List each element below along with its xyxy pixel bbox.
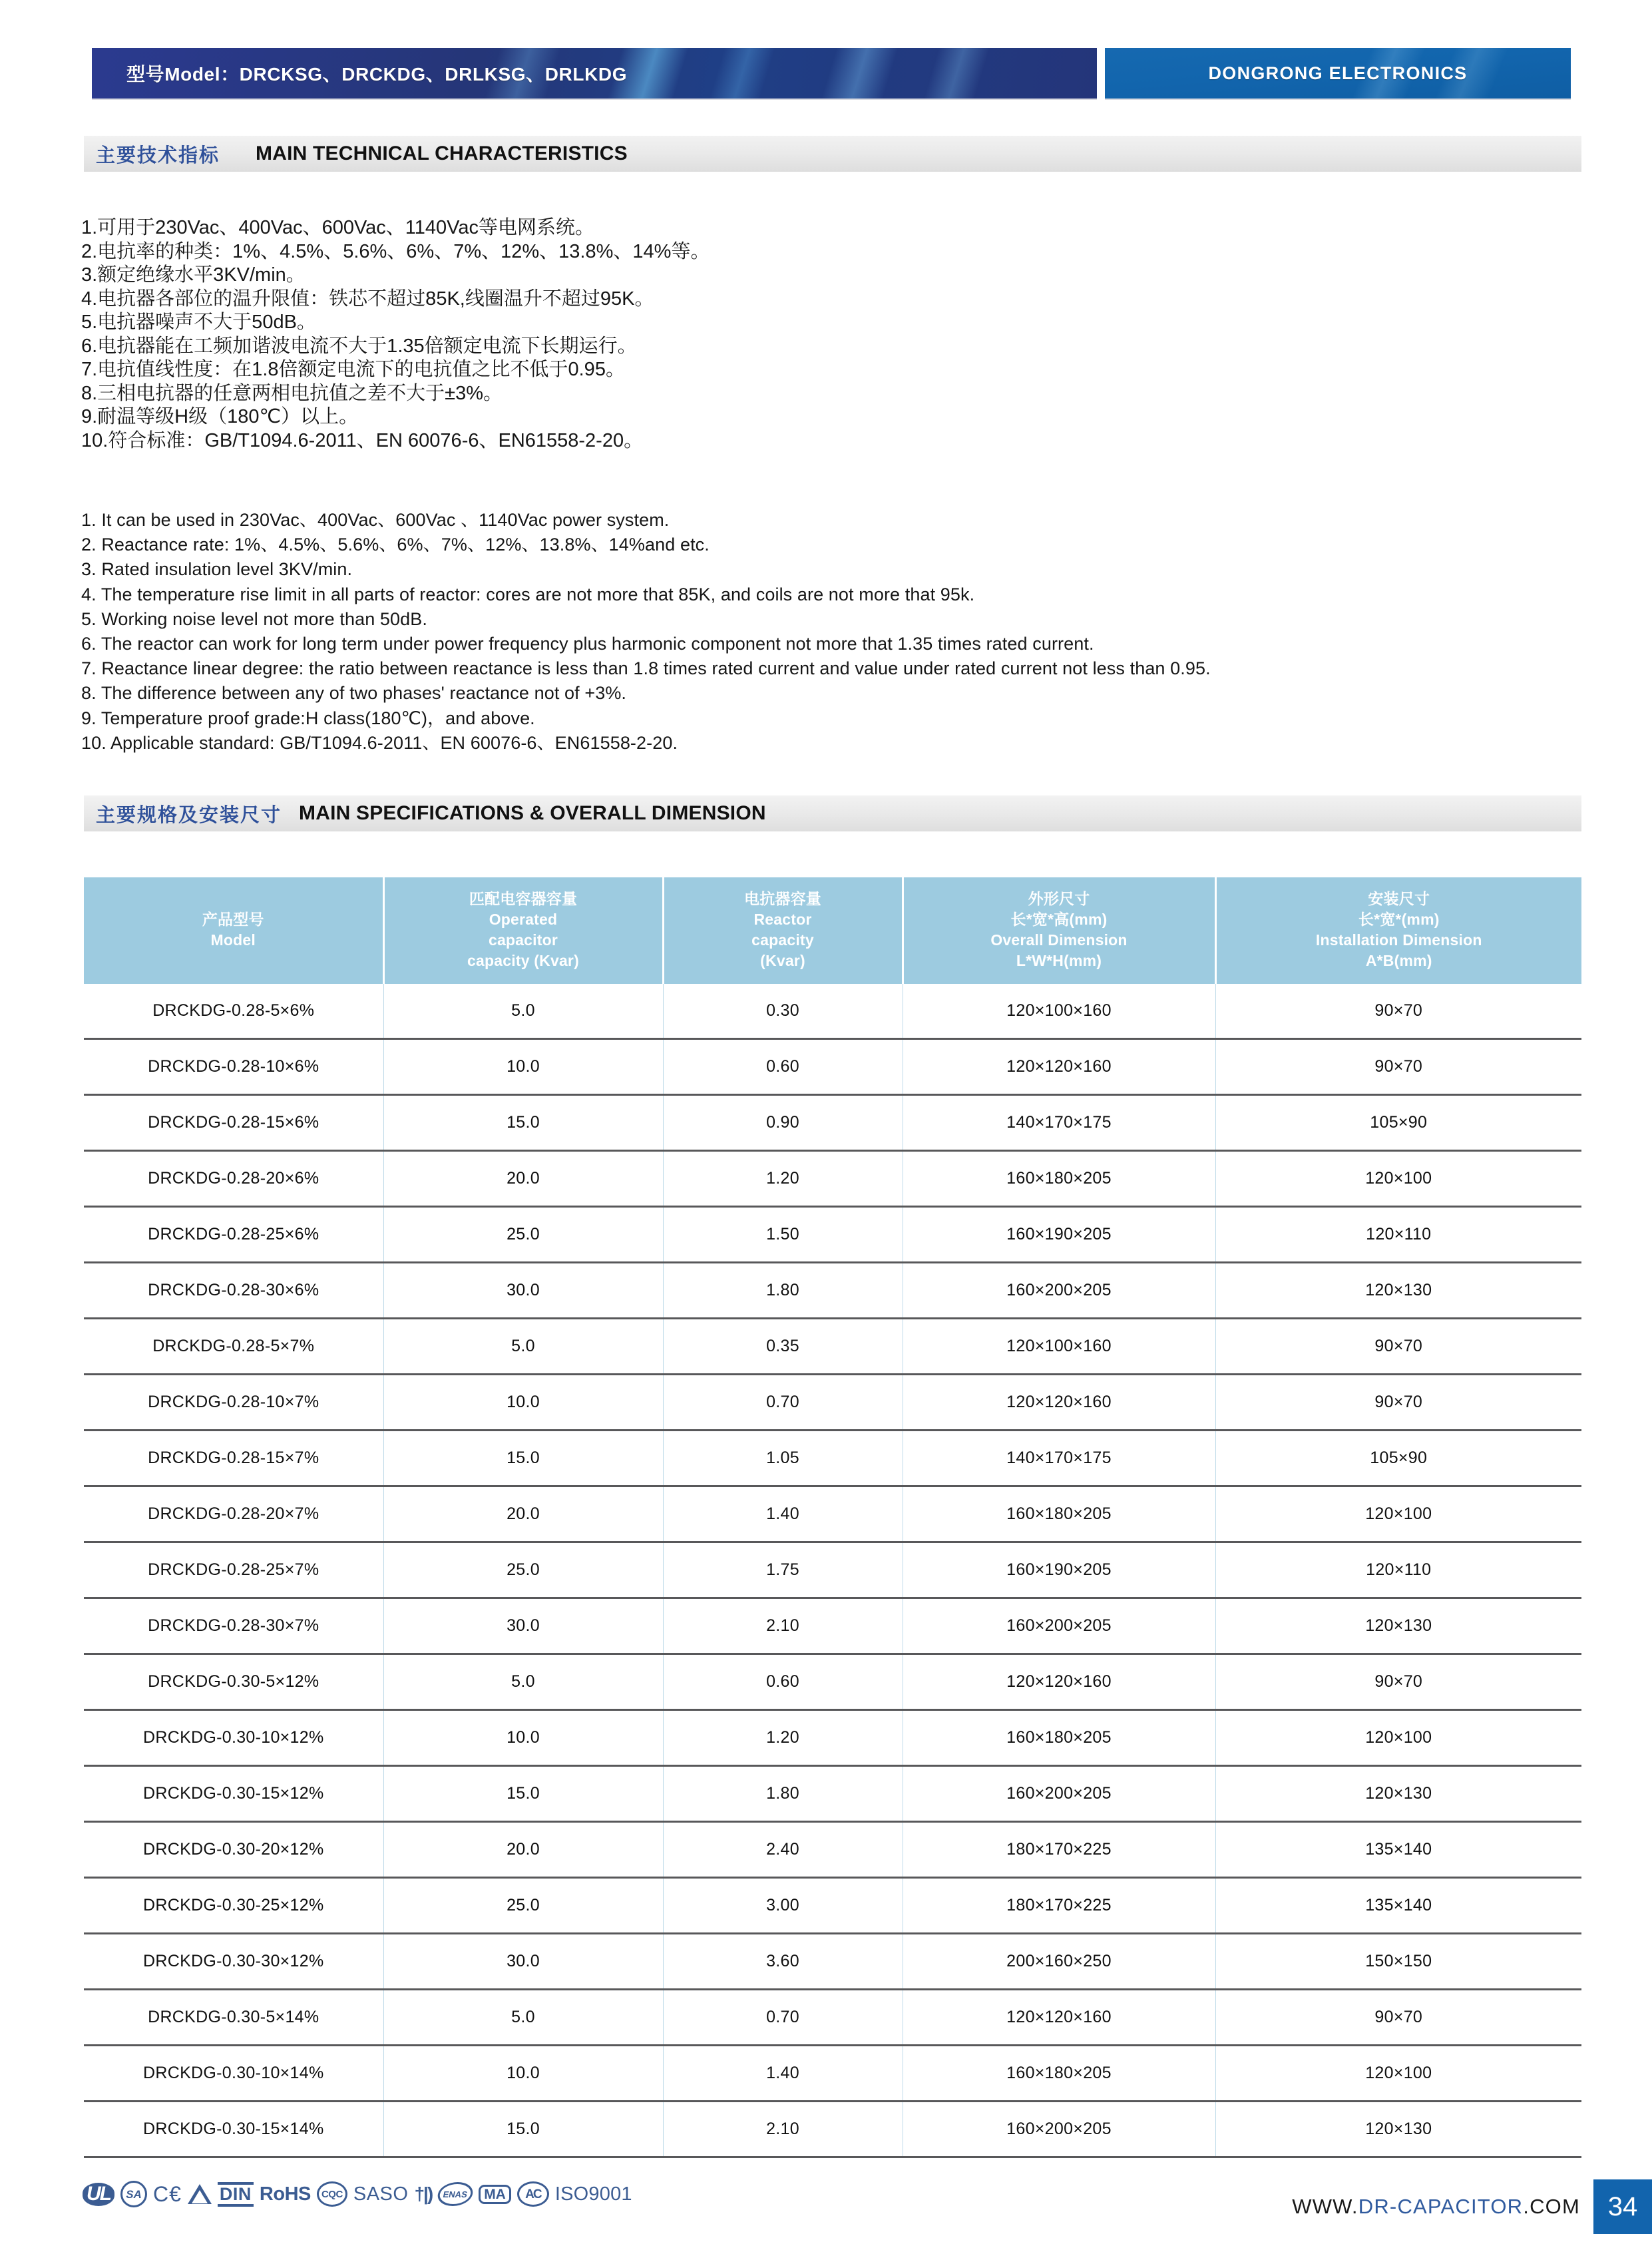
table-column-header-1-line-0: 匹配电容器容量 [469,890,578,907]
technical-characteristics-en [81,508,1612,756]
table-cell-col4: 120×110 [1215,1542,1581,1598]
table-row [84,1095,1581,1151]
page-header [0,48,1652,99]
table-cell-col3: 160×200×205 [903,1766,1215,1822]
cqc-logo-icon: CQC [317,2181,347,2207]
table-cell-col3: 160×200×205 [903,2102,1215,2157]
table-cell-col1: 15.0 [383,1431,663,1486]
spec-line-en-7: 7. Reactance linear degree: the ratio between reactance is less than 1.8 times rated current and value under rated current not less than 0.95. [81,658,1211,679]
table-column-header-3-line-1: 长*宽*高(mm) [1010,911,1108,928]
table-cell-col1: 15.0 [383,1766,663,1822]
spec-line-en-9: 9. Temperature proof grade:H class(180℃)，and above. [81,708,535,728]
table-cell-model: DRCKDG-0.30-10×14% [84,2046,383,2102]
table-cell-col1: 5.0 [383,984,663,1039]
table-cell-model: DRCKDG-0.30-10×12% [84,1710,383,1766]
table-row [84,1766,1581,1822]
spec-line-cn-8: 8.三相电抗器的任意两相电抗值之差不大于±3%。 [81,382,503,404]
table-cell-model: DRCKDG-0.28-30×6% [84,1263,383,1319]
model-banner [92,48,1097,99]
spec-line-en-10: 10. Applicable standard: GB/T1094.6-2011、EN 60076-6、EN61558-2-20. [81,732,678,753]
table-column-header-1-line-3: capacity (Kvar) [467,952,579,969]
table-row [84,1039,1581,1095]
spec-line-en-6: 6. The reactor can work for long term under power frequency plus harmonic component not more that 1.35 times rated current. [81,634,1094,654]
table-cell-col1: 30.0 [383,1263,663,1319]
table-cell-col3: 160×200×205 [903,1263,1215,1319]
table-cell-model: DRCKDG-0.28-5×6% [84,984,383,1039]
table-cell-col3: 160×180×205 [903,2046,1215,2102]
ma-logo-icon: MA [479,2185,511,2204]
spec-line-cn-6: 6.电抗器能在工频加谐波电流不大于1.35倍额定电流下长期运行。 [81,335,637,357]
table-row [84,1263,1581,1319]
table-header-row [84,877,1581,984]
table-cell-col3: 160×190×205 [903,1207,1215,1263]
table-cell-col4: 135×140 [1215,1878,1581,1934]
certification-logos [83,2181,632,2207]
table-cell-col3: 200×160×250 [903,1934,1215,1990]
csa-logo-icon: SA [120,2181,147,2207]
website-prefix: WWW. [1292,2195,1358,2218]
table-column-header-1 [383,877,663,984]
table-cell-col3: 160×180×205 [903,1486,1215,1542]
table-cell-col1: 10.0 [383,2046,663,2102]
table-column-header-4-line-2: Installation Dimension [1315,931,1482,949]
section-title-en-technical: MAIN TECHNICAL CHARACTERISTICS [256,142,628,164]
table-column-header-3-line-3: L*W*H(mm) [1016,952,1102,969]
table-cell-col3: 180×170×225 [903,1878,1215,1934]
table-cell-col4: 120×130 [1215,2102,1581,2157]
table-cell-model: DRCKDG-0.30-20×12% [84,1822,383,1878]
footer-right [1292,2179,1652,2234]
table-cell-col4: 105×90 [1215,1431,1581,1486]
table-row [84,1878,1581,1934]
header-left-spacer [0,48,92,99]
table-cell-col2: 3.60 [663,1934,903,1990]
triangle-mark-logo-icon [188,2184,212,2204]
table-cell-model: DRCKDG-0.28-20×7% [84,1486,383,1542]
table-row [84,1654,1581,1710]
table-cell-col4: 120×130 [1215,1263,1581,1319]
table-cell-col1: 20.0 [383,1486,663,1542]
table-row [84,1207,1581,1263]
table-row [84,1598,1581,1654]
table-cell-col3: 160×180×205 [903,1151,1215,1207]
table-row [84,2046,1581,2102]
table-cell-col2: 1.20 [663,1151,903,1207]
din-logo-icon: DIN [218,2182,254,2207]
spec-line-cn-7: 7.电抗值线性度：在1.8倍额定电流下的电抗值之比不低于0.95。 [81,359,625,380]
table-cell-col1: 20.0 [383,1151,663,1207]
table-cell-col3: 180×170×225 [903,1822,1215,1878]
table-cell-model: DRCKDG-0.30-25×12% [84,1878,383,1934]
table-cell-col1: 15.0 [383,2102,663,2157]
table-cell-model: DRCKDG-0.28-25×6% [84,1207,383,1263]
table-cell-col2: 3.00 [663,1878,903,1934]
brand-banner-text: DONGRONG ELECTRONICS [1208,63,1468,83]
table-cell-col4: 120×100 [1215,2046,1581,2102]
kc-mark-logo-icon: †|) [414,2183,433,2204]
table-cell-col2: 1.80 [663,1263,903,1319]
table-cell-col3: 120×100×160 [903,1319,1215,1375]
table-cell-col3: 160×190×205 [903,1542,1215,1598]
table-cell-model: DRCKDG-0.30-15×12% [84,1766,383,1822]
table-cell-col4: 120×100 [1215,1710,1581,1766]
table-row [84,1486,1581,1542]
table-cell-col4: 120×110 [1215,1207,1581,1263]
table-cell-col4: 120×130 [1215,1598,1581,1654]
table-cell-col1: 25.0 [383,1207,663,1263]
table-row [84,1431,1581,1486]
table-cell-col2: 1.05 [663,1431,903,1486]
table-cell-model: DRCKDG-0.28-25×7% [84,1542,383,1598]
table-column-header-3-line-2: Overall Dimension [990,931,1128,949]
table-row [84,984,1581,1039]
table-cell-col3: 140×170×175 [903,1095,1215,1151]
table-cell-col2: 1.20 [663,1710,903,1766]
spec-line-cn-1: 1.可用于230Vac、400Vac、600Vac、1140Vac等电网系统。 [81,217,594,238]
specifications-table [84,877,1581,2158]
technical-characteristics-cn [81,216,1612,453]
website-suffix: .COM [1523,2195,1580,2218]
table-row [84,1990,1581,2046]
section-header-technical [84,136,1581,172]
table-cell-col2: 1.40 [663,1486,903,1542]
section-title-cn-technical: 主要技术指标 [96,144,220,166]
website-domain: DR-CAPACITOR [1358,2195,1524,2218]
spec-line-cn-4: 4.电抗器各部位的温升限值：铁芯不超过85K,线圈温升不超过95K。 [81,288,654,310]
table-cell-model: DRCKDG-0.28-15×6% [84,1095,383,1151]
table-body [84,984,1581,2157]
table-cell-col2: 0.60 [663,1654,903,1710]
table-cell-col4: 90×70 [1215,1375,1581,1431]
table-row [84,1710,1581,1766]
spec-line-cn-10: 10.符合标准：GB/T1094.6-2011、EN 60076-6、EN61558-2-20。 [81,429,644,451]
table-cell-col1: 10.0 [383,1039,663,1095]
table-cell-col4: 90×70 [1215,1039,1581,1095]
table-cell-col1: 20.0 [383,1822,663,1878]
table-column-header-1-line-2: capacitor [488,931,558,949]
table-cell-model: DRCKDG-0.28-5×7% [84,1319,383,1375]
table-column-header-2-line-2: capacity [751,931,814,949]
header-banner-gap [1097,48,1105,99]
table-row [84,1319,1581,1375]
table-cell-col1: 15.0 [383,1095,663,1151]
table-cell-col1: 5.0 [383,1990,663,2046]
table-column-header-2-line-0: 电抗器容量 [744,890,821,907]
table-cell-col1: 30.0 [383,1598,663,1654]
section-title-en-specifications: MAIN SPECIFICATIONS & OVERALL DIMENSION [299,802,766,824]
table-cell-col4: 120×100 [1215,1151,1581,1207]
table-cell-col3: 140×170×175 [903,1431,1215,1486]
table-cell-model: DRCKDG-0.28-20×6% [84,1151,383,1207]
table-cell-col4: 90×70 [1215,1654,1581,1710]
enas-logo-icon: ENAS [435,2182,475,2206]
table-cell-col1: 5.0 [383,1654,663,1710]
table-cell-col3: 120×120×160 [903,1375,1215,1431]
table-cell-col2: 1.40 [663,2046,903,2102]
table-cell-col4: 135×140 [1215,1822,1581,1878]
table-cell-col4: 120×100 [1215,1486,1581,1542]
table-cell-model: DRCKDG-0.28-15×7% [84,1431,383,1486]
spec-line-en-5: 5. Working noise level not more than 50dB. [81,608,427,629]
ul-logo-icon: UL [83,2183,114,2206]
table-cell-col3: 160×180×205 [903,1710,1215,1766]
table-column-header-2 [663,877,903,984]
table-cell-model: DRCKDG-0.28-10×6% [84,1039,383,1095]
table-cell-model: DRCKDG-0.30-5×12% [84,1654,383,1710]
table-cell-model: DRCKDG-0.28-10×7% [84,1375,383,1431]
specifications-table-wrapper [84,877,1581,2158]
table-column-header-0 [84,877,383,984]
table-cell-model: DRCKDG-0.30-15×14% [84,2102,383,2157]
table-cell-col4: 90×70 [1215,984,1581,1039]
saso-logo-icon: SASO [353,2183,409,2205]
ac-logo-icon: AC [517,2181,549,2207]
table-column-header-3-line-0: 外形尺寸 [1028,890,1090,907]
spec-line-cn-5: 5.电抗器噪声不大于50dB。 [81,312,316,333]
spec-line-cn-9: 9.耐温等级H级（180℃）以上。 [81,406,359,427]
table-cell-col1: 25.0 [383,1878,663,1934]
table-cell-col3: 120×120×160 [903,1654,1215,1710]
table-cell-col1: 10.0 [383,1710,663,1766]
page-footer [0,2175,1652,2242]
table-column-header-2-line-1: Reactor [753,911,812,928]
table-cell-model: DRCKDG-0.30-5×14% [84,1990,383,2046]
table-cell-model: DRCKDG-0.30-30×12% [84,1934,383,1990]
spec-line-cn-3: 3.额定绝缘水平3KV/min。 [81,264,306,286]
table-row [84,1151,1581,1207]
table-cell-col2: 1.80 [663,1766,903,1822]
table-cell-col2: 1.50 [663,1207,903,1263]
website-url[interactable] [1292,2195,1580,2219]
table-cell-col3: 120×100×160 [903,984,1215,1039]
table-cell-col2: 0.35 [663,1319,903,1375]
section-title-cn-specifications: 主要规格及安装尺寸 [96,804,282,826]
table-column-header-3 [903,877,1215,984]
rohs-logo-icon: RoHS [259,2183,311,2205]
table-row [84,1375,1581,1431]
section-header-specifications [84,795,1581,831]
ce-logo-icon: C€ [153,2182,182,2206]
table-cell-col2: 0.30 [663,984,903,1039]
table-cell-col2: 2.10 [663,2102,903,2157]
table-cell-col2: 0.70 [663,1375,903,1431]
model-banner-text: 型号Model：DRCKSG、DRCKDG、DRLKSG、DRLKDG [126,64,628,85]
table-row [84,2102,1581,2157]
brand-banner [1105,48,1571,99]
table-cell-col3: 160×200×205 [903,1598,1215,1654]
table-column-header-4 [1215,877,1581,984]
iso9001-logo-icon: ISO9001 [554,2183,632,2205]
spec-line-en-1: 1. It can be used in 230Vac、400Vac、600Vac 、1140Vac power system. [81,510,670,530]
table-cell-col2: 1.75 [663,1542,903,1598]
table-column-header-4-line-1: 长*宽*(mm) [1358,911,1440,928]
spec-line-cn-2: 2.电抗率的种类：1%、4.5%、5.6%、6%、7%、12%、13.8%、14%等。 [81,240,710,262]
table-cell-col1: 25.0 [383,1542,663,1598]
spec-line-en-4: 4. The temperature rise limit in all parts of reactor: cores are not more that 85K, and coils are not more that 95k. [81,584,975,604]
table-cell-col4: 105×90 [1215,1095,1581,1151]
table-row [84,1542,1581,1598]
spec-line-en-3: 3. Rated insulation level 3KV/min. [81,559,353,580]
table-row [84,1934,1581,1990]
table-column-header-2-line-3: (Kvar) [760,952,805,969]
table-cell-col2: 2.10 [663,1598,903,1654]
table-cell-col4: 150×150 [1215,1934,1581,1990]
table-row [84,1822,1581,1878]
table-cell-col3: 120×120×160 [903,1990,1215,2046]
table-cell-col1: 10.0 [383,1375,663,1431]
page-number-badge: 34 [1593,2179,1652,2234]
table-column-header-1-line-1: Operated [489,911,558,928]
spec-line-en-2: 2. Reactance rate: 1%、4.5%、5.6%、6%、7%、12%、13.8%、14%and etc. [81,535,710,555]
table-cell-col4: 90×70 [1215,1319,1581,1375]
table-cell-col2: 0.70 [663,1990,903,2046]
table-cell-model: DRCKDG-0.28-30×7% [84,1598,383,1654]
table-column-header-4-line-0: 安装尺寸 [1368,890,1430,907]
table-column-header-0-line-0: 产品型号 [202,911,264,928]
table-cell-col1: 5.0 [383,1319,663,1375]
table-cell-col2: 0.90 [663,1095,903,1151]
table-column-header-0-line-1: Model [210,931,256,949]
spec-line-en-8: 8. The difference between any of two phases' reactance not of +3%. [81,683,627,704]
table-cell-col2: 0.60 [663,1039,903,1095]
page-edge [1644,0,1652,2242]
table-cell-col2: 2.40 [663,1822,903,1878]
table-cell-col3: 120×120×160 [903,1039,1215,1095]
table-cell-col4: 90×70 [1215,1990,1581,2046]
table-column-header-4-line-3: A*B(mm) [1365,952,1432,969]
table-cell-col1: 30.0 [383,1934,663,1990]
table-header [84,877,1581,984]
table-cell-col4: 120×130 [1215,1766,1581,1822]
